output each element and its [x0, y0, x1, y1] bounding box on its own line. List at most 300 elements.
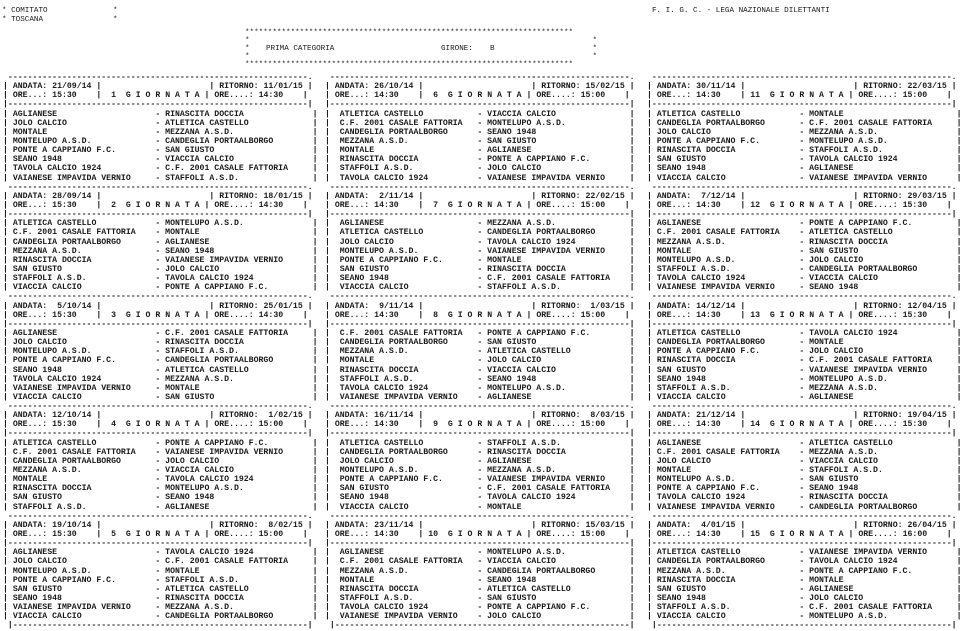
match-row: | RINASCITA DOCCIA - PONTE A CAPPIANO F.C. |	[325, 155, 635, 165]
category-box	[245, 29, 597, 69]
away-team: MONTELUPO A.S.D.	[809, 612, 957, 622]
match-row: | CANDEGLIA PORTAALBORGO - RINASCITA DOCCIA |	[325, 447, 635, 457]
away-team: TAVOLA CALCIO 1924	[809, 557, 957, 567]
times-row: | ORE...: 14:30 | 11 G I O R N A T A | ORE....: 15:00 |	[647, 91, 952, 101]
match-row: | AGLIANESE - MONTELUPO A.S.D. |	[325, 548, 635, 558]
ore-ritorno-label: ORE....:	[536, 310, 576, 320]
round-block	[3, 183, 317, 293]
away-team: MONTELUPO A.S.D.	[165, 484, 313, 494]
times-row: | ORE...: 14:30 | 7 G I O R N A T A | ORE....: 15:00 |	[325, 200, 630, 210]
dates-row: | ANDATA: 19/10/14 | | RITORNO: 8/02/15 |	[3, 520, 313, 530]
divider: |-------------------------------------------------------------|	[3, 429, 313, 439]
match-row: | CANDEGLIA PORTAALBORGO - JOLO CALCIO |	[3, 456, 318, 466]
away-team: ATLETICA CASTELLO	[809, 228, 957, 238]
ritorno-label: RITORNO:	[863, 520, 903, 530]
match-row: | ATLETICA CASTELLO - MONTELUPO A.S.D. |	[3, 219, 318, 229]
home-team: PONTE A CAPPIANO F.C.	[12, 356, 156, 366]
match-row: | SAN GIUSTO - JOLO CALCIO |	[3, 264, 318, 274]
ore-andata-label: ORE...:	[334, 310, 370, 320]
away-team: VIACCIA CALCIO	[165, 466, 313, 476]
home-team: AGLIANESE	[12, 548, 156, 558]
match-row: | TAVOLA CALCIO 1924 - RINASCITA DOCCIA |	[647, 493, 961, 503]
ore-andata: 14:30	[374, 200, 399, 210]
round-number: 9	[428, 420, 443, 430]
divider: -------------------------------------------------------------.	[3, 511, 313, 521]
round-block	[647, 512, 961, 631]
home-team: AGLIANESE	[12, 328, 156, 338]
match-row: | MONTALE - MEZZANA A.S.D. |	[3, 127, 318, 137]
ritorno-date: 29/03/15	[907, 191, 947, 201]
ritorno-label: RITORNO:	[541, 191, 581, 201]
home-team: C.F. 2001 CASALE FATTORIA	[334, 328, 478, 338]
ore-ritorno-label: ORE....:	[536, 91, 576, 101]
match-row: | MONTALE - AGLIANESE |	[325, 146, 635, 156]
match-row: | C.F. 2001 CASALE FATTORIA - PONTE A CAPPIANO F.C. |	[325, 328, 635, 338]
match-row: | VIACCIA CALCIO - AGLIANESE |	[647, 392, 961, 402]
home-team: VAIANESE IMPAVIDA VERNIO	[12, 603, 156, 613]
andata-label: ANDATA:	[12, 301, 48, 311]
home-team: SAN GIUSTO	[12, 584, 156, 594]
ore-ritorno: 15:00	[580, 200, 606, 210]
match-row: | MONTELUPO A.S.D. - JOLO CALCIO |	[647, 255, 961, 265]
andata-label: ANDATA:	[334, 411, 370, 421]
ore-andata: 14:30	[696, 420, 721, 430]
ritorno-label: RITORNO:	[541, 411, 581, 421]
match-row: | VAIANESE IMPAVIDA VERNIO - MONTALE |	[3, 383, 318, 393]
away-team: ATLETICA CASTELLO	[165, 118, 313, 128]
away-team: SAN GIUSTO	[165, 146, 313, 156]
away-team: JOLO CALCIO	[487, 612, 630, 622]
round-block	[325, 292, 635, 402]
home-team: ATLETICA CASTELLO	[334, 109, 478, 119]
away-team: STAFFOLI A.S.D.	[487, 438, 630, 448]
ore-ritorno-label: ORE....:	[858, 420, 898, 430]
home-team: ATLETICA CASTELLO	[12, 219, 156, 229]
round-block	[647, 73, 961, 183]
match-row: | JOLO CALCIO - ATLETICA CASTELLO |	[3, 118, 318, 128]
ore-ritorno: 16:00	[902, 530, 928, 540]
home-team: VAIANESE IMPAVIDA VERNIO	[656, 502, 800, 512]
match-row: | VAIANESE IMPAVIDA VERNIO - SEANO 1948 |	[647, 283, 961, 293]
dates-row: | ANDATA: 12/10/14 | | RITORNO: 1/02/15 |	[3, 411, 313, 421]
ore-andata-label: ORE...:	[334, 200, 370, 210]
match-row: | CANDEGLIA PORTAALBORGO - C.F. 2001 CASALE FATTORIA |	[647, 118, 961, 128]
times-row: | ORE...: 15:30 | 3 G I O R N A T A | ORE....: 14:30 |	[3, 310, 308, 320]
ore-andata-label: ORE...:	[334, 420, 370, 430]
away-team: RINASCITA DOCCIA	[487, 447, 630, 457]
divider: |-------------------------------------------------------------|	[647, 539, 957, 549]
match-row: | PONTE A CAPPIANO F.C. - SAN GIUSTO |	[3, 146, 318, 156]
round-block	[647, 402, 961, 512]
home-team: TAVOLA CALCIO 1924	[12, 374, 156, 384]
dates-row: | ANDATA: 21/09/14 | | RITORNO: 11/01/15 |	[3, 82, 313, 92]
away-team: CANDEGLIA PORTAALBORGO	[165, 612, 313, 622]
match-row: | SEANO 1948 - AGLIANESE |	[647, 164, 961, 174]
home-team: VIACCIA CALCIO	[656, 392, 800, 402]
away-team: MONTALE	[809, 338, 957, 348]
home-team: C.F. 2001 CASALE FATTORIA	[656, 447, 800, 457]
match-row: | C.F. 2001 CASALE FATTORIA - VIACCIA CALCIO |	[325, 557, 635, 567]
ore-andata-label: ORE...:	[12, 530, 48, 540]
home-team: SEANO 1948	[334, 274, 478, 284]
away-team: VAIANESE IMPAVIDA VERNIO	[165, 447, 313, 457]
home-team: MONTELUPO A.S.D.	[334, 246, 478, 256]
ritorno-label: RITORNO:	[863, 301, 903, 311]
box-side: *	[592, 53, 597, 61]
away-team: RINASCITA DOCCIA	[809, 237, 957, 247]
divider: -------------------------------------------------------------.	[647, 402, 957, 412]
away-team: PONTE A CAPPIANO F.C.	[487, 328, 630, 338]
match-row: | MONTELUPO A.S.D. - STAFFOLI A.S.D. |	[3, 347, 318, 357]
round-block	[325, 402, 635, 512]
ore-ritorno: 15:00	[580, 420, 606, 430]
home-team: CANDEGLIA PORTAALBORGO	[334, 127, 478, 137]
home-team: VAIANESE IMPAVIDA VERNIO	[334, 392, 478, 402]
match-row: | RINASCITA DOCCIA - MONTELUPO A.S.D. |	[3, 484, 318, 494]
home-team: SAN GIUSTO	[12, 264, 156, 274]
away-team: C.F. 2001 CASALE FATTORIA	[165, 328, 313, 338]
away-team: C.F. 2001 CASALE FATTORIA	[809, 603, 957, 613]
dates-row: | ANDATA: 16/11/14 | | RITORNO: 8/03/15 |	[325, 411, 635, 421]
home-team: MONTELUPO A.S.D.	[656, 255, 800, 265]
home-team: ATLETICA CASTELLO	[334, 438, 478, 448]
away-team: MONTELUPO A.S.D.	[487, 118, 630, 128]
times-row: | ORE...: 15:30 | 4 G I O R N A T A | ORE....: 15:00 |	[3, 420, 308, 430]
times-row: | ORE...: 15:30 | 5 G I O R N A T A | ORE....: 15:00 |	[3, 530, 308, 540]
match-row: | ATLETICA CASTELLO - PONTE A CAPPIANO F.C. |	[3, 438, 318, 448]
match-row: | TAVOLA CALCIO 1924 - C.F. 2001 CASALE FATTORIA |	[3, 164, 318, 174]
home-team: RINASCITA DOCCIA	[334, 365, 478, 375]
home-team: SEANO 1948	[12, 365, 156, 375]
match-row: | MONTALE - SAN GIUSTO |	[647, 246, 961, 256]
away-team: SAN GIUSTO	[165, 392, 313, 402]
match-row: | RINASCITA DOCCIA - C.F. 2001 CASALE FATTORIA |	[647, 356, 961, 366]
away-team: JOLO CALCIO	[809, 347, 957, 357]
andata-label: ANDATA:	[334, 301, 370, 311]
divider: |------------------------------------------------------------|	[647, 621, 957, 631]
away-team: AGLIANESE	[809, 392, 957, 402]
away-team: CANDEGLIA PORTAALBORGO	[809, 502, 957, 512]
away-team: C.F. 2001 CASALE FATTORIA	[809, 356, 957, 366]
match-row: | RINASCITA DOCCIA - VIACCIA CALCIO |	[325, 365, 635, 375]
away-team: SAN GIUSTO	[487, 136, 630, 146]
home-team: SAN GIUSTO	[656, 155, 800, 165]
times-row: | ORE...: 15:30 | 1 G I O R N A T A | ORE....: 14:30 |	[3, 91, 308, 101]
divider: |-------------------------------------------------------------|	[325, 539, 635, 549]
round-number: 14	[750, 420, 765, 430]
away-team: PONTE A CAPPIANO F.C.	[809, 219, 957, 229]
away-team: JOLO CALCIO	[165, 264, 313, 274]
round-block	[3, 292, 317, 402]
divider: |-------------------------------------------------------------|	[3, 319, 313, 329]
divider: |-------------------------------------------------------------|	[3, 100, 313, 110]
ore-andata: 14:30	[374, 310, 399, 320]
home-team: TAVOLA CALCIO 1924	[656, 493, 800, 503]
match-row: | PONTE A CAPPIANO F.C. - CANDEGLIA PORTAALBORGO |	[3, 356, 318, 366]
home-team: SAN GIUSTO	[334, 264, 478, 274]
home-team: VIACCIA CALCIO	[334, 502, 478, 512]
home-team: MONTALE	[334, 146, 478, 156]
round-number: 7	[428, 200, 443, 210]
home-team: AGLIANESE	[656, 438, 800, 448]
ritorno-date: 19/04/15	[907, 411, 947, 421]
divider: -------------------------------------------------------------.	[325, 511, 635, 521]
ore-andata: 14:30	[696, 200, 721, 210]
match-row: | C.F. 2001 CASALE FATTORIA - ATLETICA CASTELLO |	[647, 228, 961, 238]
home-team: RINASCITA DOCCIA	[656, 146, 800, 156]
match-row: | MONTALE - TAVOLA CALCIO 1924 |	[3, 475, 318, 485]
away-team: VIACCIA CALCIO	[809, 274, 957, 284]
home-team: TAVOLA CALCIO 1924	[334, 603, 478, 613]
away-team: MEZZANA A.S.D.	[487, 219, 630, 229]
ore-ritorno: 14:30	[258, 310, 284, 320]
ritorno-date: 8/02/15	[263, 520, 303, 530]
box-side: *	[245, 53, 250, 61]
home-team: STAFFOLI A.S.D.	[656, 603, 800, 613]
divider: -------------------------------------------------------------.	[647, 292, 957, 302]
divider: |-------------------------------------------------------------|	[3, 210, 313, 220]
box-side: *	[245, 45, 250, 53]
match-row: | SAN GIUSTO - RINASCITA DOCCIA |	[325, 264, 635, 274]
home-team: CANDEGLIA PORTAALBORGO	[334, 338, 478, 348]
ritorno-label: RITORNO:	[541, 82, 581, 92]
away-team: VAIANESE IMPAVIDA VERNIO	[487, 246, 630, 256]
round-number: 5	[106, 530, 121, 540]
divider: -------------------------------------------------------------.	[325, 73, 635, 82]
andata-label: ANDATA:	[12, 191, 48, 201]
home-team: TAVOLA CALCIO 1924	[334, 383, 478, 393]
round-number: 10	[428, 530, 443, 540]
star-decoration: *	[113, 16, 118, 24]
away-team: MEZZANA A.S.D.	[809, 383, 957, 393]
andata-date: 16/11/14	[374, 411, 414, 421]
match-row: | AGLIANESE - ATLETICA CASTELLO |	[647, 438, 961, 448]
away-team: SEANO 1948	[809, 283, 957, 293]
match-row: | STAFFOLI A.S.D. - JOLO CALCIO |	[325, 164, 635, 174]
match-row: | TAVOLA CALCIO 1924 - PONTE A CAPPIANO F.C. |	[325, 603, 635, 613]
away-team: C.F. 2001 CASALE FATTORIA	[487, 484, 630, 494]
match-row: | STAFFOLI A.S.D. - SEANO 1948 |	[325, 374, 635, 384]
round-number: 15	[750, 530, 765, 540]
match-row: | JOLO CALCIO - VIACCIA CALCIO |	[647, 456, 961, 466]
home-team: VIACCIA CALCIO	[12, 392, 156, 402]
times-row: | ORE...: 14:30 | 12 G I O R N A T A | ORE....: 15:30 |	[647, 200, 952, 210]
match-row: | MONTELUPO A.S.D. - VAIANESE IMPAVIDA VERNIO |	[325, 246, 635, 256]
ore-andata-label: ORE...:	[656, 200, 692, 210]
ritorno-date: 1/03/15	[585, 301, 625, 311]
match-row: | VIACCIA CALCIO - PONTE A CAPPIANO F.C. |	[3, 283, 318, 293]
ore-ritorno-label: ORE....:	[536, 420, 576, 430]
ritorno-label: RITORNO:	[541, 301, 581, 311]
away-team: MEZZANA A.S.D.	[809, 127, 957, 137]
away-team: MEZZANA A.S.D.	[165, 374, 313, 384]
home-team: AGLIANESE	[656, 219, 800, 229]
home-team: AGLIANESE	[334, 219, 478, 229]
andata-date: 28/09/14	[52, 191, 92, 201]
match-row: | JOLO CALCIO - RINASCITA DOCCIA |	[3, 338, 318, 348]
times-row: | ORE...: 14:30 | 6 G I O R N A T A | ORE....: 15:00 |	[325, 91, 630, 101]
home-team: SAN GIUSTO	[12, 493, 156, 503]
divider: -------------------------------------------------------------.	[3, 292, 313, 302]
andata-label: ANDATA:	[12, 82, 48, 92]
match-row: | MONTELUPO A.S.D. - CANDEGLIA PORTAALBORGO |	[3, 136, 318, 146]
match-row: | VAIANESE IMPAVIDA VERNIO - AGLIANESE |	[325, 392, 635, 402]
home-team: PONTE A CAPPIANO F.C.	[656, 136, 800, 146]
match-row: | STAFFOLI A.S.D. - C.F. 2001 CASALE FATTORIA |	[647, 603, 961, 613]
ore-ritorno: 14:30	[258, 200, 284, 210]
away-team: MONTELUPO A.S.D.	[809, 136, 957, 146]
away-team: CANDEGLIA PORTAALBORGO	[165, 136, 313, 146]
giornata-label: G I O R N A T A	[447, 310, 522, 320]
giornata-label: G I O R N A T A	[769, 91, 844, 101]
match-row: | STAFFOLI A.S.D. - CANDEGLIA PORTAALBORGO |	[647, 264, 961, 274]
away-team: STAFFOLI A.S.D.	[165, 173, 313, 183]
match-row: | VIACCIA CALCIO - VAIANESE IMPAVIDA VERNIO |	[647, 173, 961, 183]
divider: -------------------------------------------------------------.	[647, 511, 957, 521]
away-team: VIACCIA CALCIO	[487, 557, 630, 567]
ore-andata-label: ORE...:	[12, 310, 48, 320]
ritorno-date: 26/04/15	[907, 520, 947, 530]
match-row: | STAFFOLI A.S.D. - TAVOLA CALCIO 1924 |	[3, 274, 318, 284]
match-row: | CANDEGLIA PORTAALBORGO - SEANO 1948 |	[325, 127, 635, 137]
dates-row: | ANDATA: 2/11/14 | | RITORNO: 22/02/15 |	[325, 191, 635, 201]
region-label: * TOSCANA	[2, 16, 44, 24]
dates-row: | ANDATA: 23/11/14 | | RITORNO: 15/03/15 |	[325, 520, 635, 530]
away-team: SEANO 1948	[487, 127, 630, 137]
away-team: C.F. 2001 CASALE FATTORIA	[487, 274, 630, 284]
divider: -------------------------------------------------------------.	[647, 73, 957, 82]
home-team: AGLIANESE	[334, 548, 478, 558]
match-row: | AGLIANESE - TAVOLA CALCIO 1924 |	[3, 548, 318, 558]
andata-label: ANDATA:	[656, 411, 692, 421]
home-team: JOLO CALCIO	[334, 456, 478, 466]
divider: |------------------------------------------------------------|	[325, 621, 635, 631]
times-row: | ORE...: 14:30 | 13 G I O R N A T A | ORE....: 15:30 |	[647, 310, 952, 320]
away-team: PONTE A CAPPIANO F.C.	[809, 566, 957, 576]
home-team: AGLIANESE	[12, 109, 156, 119]
match-row: | CANDEGLIA PORTAALBORGO - AGLIANESE |	[3, 237, 318, 247]
match-row: | VIACCIA CALCIO - STAFFOLI A.S.D. |	[325, 283, 635, 293]
andata-date: 4/01/15	[696, 520, 736, 530]
away-team: SAN GIUSTO	[487, 594, 630, 604]
home-team: JOLO CALCIO	[12, 557, 156, 567]
match-row: | SAN GIUSTO - C.F. 2001 CASALE FATTORIA |	[325, 484, 635, 494]
home-team: STAFFOLI A.S.D.	[334, 594, 478, 604]
home-team: RINASCITA DOCCIA	[656, 356, 800, 366]
ore-andata: 14:30	[374, 530, 399, 540]
home-team: MEZZANA A.S.D.	[12, 246, 156, 256]
home-team: TAVOLA CALCIO 1924	[334, 173, 478, 183]
away-team: RINASCITA DOCCIA	[165, 109, 313, 119]
home-team: MONTELUPO A.S.D.	[334, 466, 478, 476]
match-row: | C.F. 2001 CASALE FATTORIA - MONTALE |	[3, 228, 318, 238]
away-team: ATLETICA CASTELLO	[487, 584, 630, 594]
match-row: | MEZZANA A.S.D. - ATLETICA CASTELLO |	[325, 347, 635, 357]
match-row: | MEZZANA A.S.D. - SEANO 1948 |	[3, 246, 318, 256]
home-team: STAFFOLI A.S.D.	[656, 383, 800, 393]
home-team: STAFFOLI A.S.D.	[656, 264, 800, 274]
home-team: VIACCIA CALCIO	[656, 173, 800, 183]
round-number: 1	[106, 91, 121, 101]
away-team: AGLIANESE	[487, 456, 630, 466]
dates-row: | ANDATA: 9/11/14 | | RITORNO: 1/03/15 |	[325, 301, 635, 311]
away-team: TAVOLA CALCIO 1924	[809, 155, 957, 165]
giornata-label: G I O R N A T A	[125, 310, 200, 320]
match-row: | MONTALE - SEANO 1948 |	[325, 575, 635, 585]
andata-label: ANDATA:	[12, 411, 48, 421]
ore-andata-label: ORE...:	[12, 420, 48, 430]
home-team: SEANO 1948	[334, 493, 478, 503]
home-team: VIACCIA CALCIO	[334, 283, 478, 293]
andata-date: 5/10/14	[52, 301, 92, 311]
home-team: SEANO 1948	[656, 164, 800, 174]
home-team: CANDEGLIA PORTAALBORGO	[334, 447, 478, 457]
away-team: C.F. 2001 CASALE FATTORIA	[165, 557, 313, 567]
away-team: C.F. 2001 CASALE FATTORIA	[165, 164, 313, 174]
round-block	[325, 73, 635, 183]
home-team: VIACCIA CALCIO	[12, 283, 156, 293]
divider: |------------------------------------------------------------|	[3, 621, 313, 631]
home-team: MONTALE	[12, 127, 156, 137]
ore-andata: 14:30	[696, 91, 721, 101]
match-row: | VAIANESE IMPAVIDA VERNIO - MEZZANA A.S.D. |	[3, 603, 318, 613]
round-number: 6	[428, 91, 443, 101]
away-team: VAIANESE IMPAVIDA VERNIO	[809, 173, 957, 183]
home-team: MEZZANA A.S.D.	[334, 136, 478, 146]
match-row: | MONTELUPO A.S.D. - MEZZANA A.S.D. |	[325, 466, 635, 476]
away-team: AGLIANESE	[165, 237, 313, 247]
ore-andata-label: ORE...:	[656, 310, 692, 320]
ritorno-date: 12/04/15	[907, 301, 947, 311]
away-team: VAIANESE IMPAVIDA VERNIO	[487, 475, 630, 485]
match-row: | STAFFOLI A.S.D. - MEZZANA A.S.D. |	[647, 383, 961, 393]
home-team: C.F. 2001 CASALE FATTORIA	[656, 228, 800, 238]
match-row: | JOLO CALCIO - TAVOLA CALCIO 1924 |	[325, 237, 635, 247]
home-team: MONTALE	[334, 575, 478, 585]
away-team: RINASCITA DOCCIA	[487, 264, 630, 274]
match-row: | AGLIANESE - MEZZANA A.S.D. |	[325, 219, 635, 229]
home-team: C.F. 2001 CASALE FATTORIA	[12, 447, 156, 457]
match-row: | C.F. 2001 CASALE FATTORIA - MEZZANA A.S.D. |	[647, 447, 961, 457]
round-number: 12	[750, 200, 765, 210]
times-row: | ORE...: 14:30 | 15 G I O R N A T A | ORE....: 16:00 |	[647, 530, 952, 540]
away-team: AGLIANESE	[487, 146, 630, 156]
ritorno-date: 25/01/15	[263, 301, 303, 311]
giornata-label: G I O R N A T A	[769, 200, 844, 210]
divider: -------------------------------------------------------------.	[647, 182, 957, 192]
ore-ritorno: 15:00	[580, 310, 606, 320]
andata-date: 30/11/14	[696, 82, 736, 92]
times-row: | ORE...: 14:30 | 10 G I O R N A T A | ORE....: 15:00 |	[325, 530, 630, 540]
andata-label: ANDATA:	[12, 520, 48, 530]
andata-label: ANDATA:	[656, 520, 692, 530]
home-team: SEANO 1948	[12, 594, 156, 604]
match-row: | TAVOLA CALCIO 1924 - VAIANESE IMPAVIDA VERNIO |	[325, 173, 635, 183]
dates-row: | ANDATA: 30/11/14 | | RITORNO: 22/03/15 |	[647, 82, 957, 92]
away-team: ATLETICA CASTELLO	[809, 438, 957, 448]
divider: |-------------------------------------------------------------|	[325, 100, 635, 110]
star-decoration: *	[113, 7, 118, 15]
match-row: | C.F. 2001 CASALE FATTORIA - VAIANESE IMPAVIDA VERNIO |	[3, 447, 318, 457]
match-row: | SAN GIUSTO - TAVOLA CALCIO 1924 |	[647, 155, 961, 165]
giornata-label: G I O R N A T A	[769, 420, 844, 430]
round-block	[647, 183, 961, 293]
ore-andata-label: ORE...:	[656, 420, 692, 430]
home-team: STAFFOLI A.S.D.	[12, 274, 156, 284]
home-team: MEZZANA A.S.D.	[334, 347, 478, 357]
andata-date: 21/12/14	[696, 411, 736, 421]
andata-label: ANDATA:	[656, 82, 692, 92]
